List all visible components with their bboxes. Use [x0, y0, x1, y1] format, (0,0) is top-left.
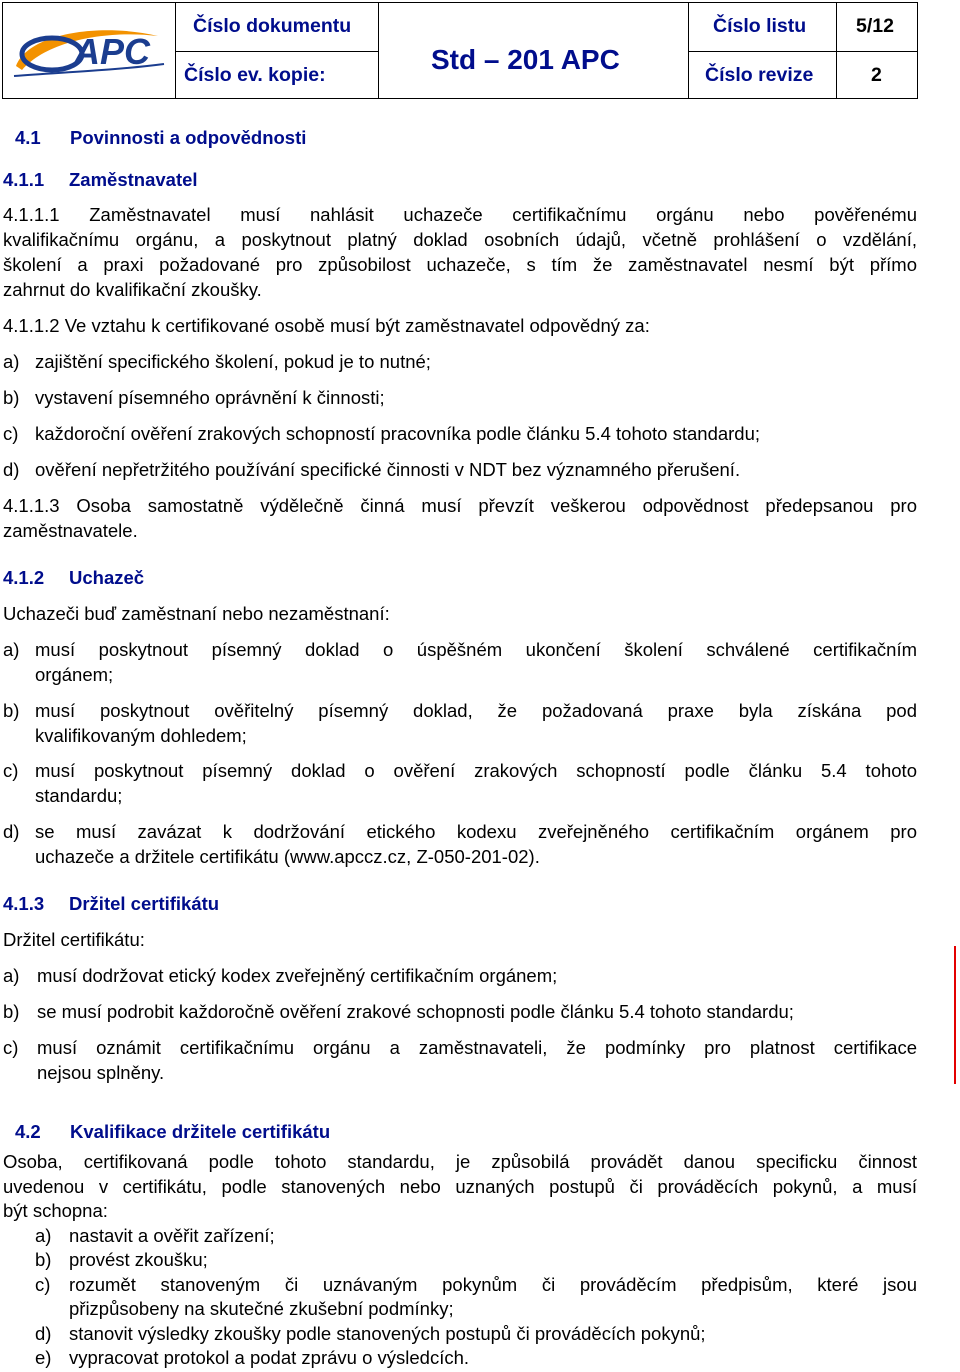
list-letter: c): [35, 1274, 51, 1295]
list-letter: b): [3, 1001, 20, 1022]
list-letter: a): [3, 639, 20, 660]
header-divider: [175, 51, 378, 52]
subsection-number: 4.1.1: [3, 169, 45, 190]
subsection-number: 4.1.2: [3, 567, 45, 588]
sheet-number-label: Číslo listu: [713, 15, 807, 37]
list-item-line: provést zkoušku;: [69, 1249, 208, 1270]
revision-label: Číslo revize: [705, 64, 814, 86]
standard-title: Std – 201 APC: [431, 44, 620, 75]
list-item-line: stanovit výsledky zkoušky podle stanovených postupů či prováděcích pokynů;: [69, 1323, 706, 1344]
section-number: 4.2: [15, 1121, 41, 1142]
copy-number-label: Číslo ev. kopie:: [184, 64, 326, 86]
list-letter: e): [35, 1347, 52, 1368]
list-item-line: musí oznámit certifikačnímu orgánu a zaměstnavateli, že podmínky pro platnost certifikace: [37, 1037, 917, 1058]
revision-value: 2: [871, 64, 882, 86]
header-divider: [378, 2, 379, 99]
logo-text: APC: [74, 31, 151, 72]
list-letter: c): [3, 1037, 19, 1058]
list-item-line: musí poskytnout písemný doklad o ověření zrakových schopností podle článku 5.4 tohoto: [35, 760, 917, 781]
header-divider: [688, 51, 918, 52]
paragraph-intro: 4.1.1.2 Ve vztahu k certifikované osobě musí být zaměstnavatel odpovědný za:: [3, 315, 650, 336]
list-item: zajištění specifického školení, pokud je to nutné;: [35, 351, 431, 372]
list-item-line: nastavit a ověřit zařízení;: [69, 1225, 275, 1246]
subsection-number: 4.1.3: [3, 893, 45, 914]
list-item: každoroční ověření zrakových schopností pracovníka podle článku 5.4 tohoto standardu;: [35, 423, 761, 444]
subsection-title: Uchazeč: [69, 567, 145, 588]
list-item-line: se musí zavázat k dodržování etického kodexu zveřejněného certifikačním orgánem pro: [35, 821, 917, 842]
apc-logo: [8, 14, 170, 86]
list-item-line: přizpůsobeny na skutečné zkušební podmínky;: [69, 1298, 454, 1319]
paragraph-line: 4.1.1.1 Zaměstnavatel musí nahlásit uchazeče certifikačnímu orgánu nebo pověřenému: [3, 204, 917, 225]
document-number-label: Číslo dokumentu: [193, 15, 352, 37]
section-title: Kvalifikace držitele certifikátu: [70, 1121, 331, 1142]
subsection-title: Držitel certifikátu: [69, 893, 220, 914]
list-item-line: rozumět stanoveným či uznávaným pokynům či prováděcím předpisům, které jsou: [69, 1274, 917, 1295]
list-letter: c): [3, 760, 19, 781]
list-letter: a): [3, 965, 20, 986]
paragraph-line: 4.1.1.3 Osoba samostatně výdělečně činná musí převzít veškerou odpovědnost předepsanou pro: [3, 495, 917, 516]
list-letter: b): [3, 387, 20, 408]
paragraph-line: uvedenou v certifikátu, podle stanovených nebo uznaných postupů či prováděcích pokynů, a musí: [3, 1176, 917, 1197]
list-item-line: nejsou splněny.: [37, 1062, 165, 1083]
list-item-line: se musí podrobit každoročně ověření zrakové schopnosti podle článku 5.4 tohoto standardu;: [37, 1001, 794, 1022]
list-letter: a): [3, 351, 20, 372]
list-item-line: musí poskytnout písemný doklad o úspěšném ukončení školení schválené certifikačním: [35, 639, 917, 660]
list-letter: a): [35, 1225, 52, 1246]
list-letter: c): [3, 423, 19, 444]
list-item-line: musí poskytnout ověřitelný písemný doklad, že požadovaná praxe byla získána pod: [35, 700, 917, 721]
revision-bar: [954, 946, 956, 1084]
paragraph-line: školení a praxi požadované pro způsobilost uchazeče, s tím že zaměstnavatel nesmí být přímo: [3, 254, 917, 275]
paragraph-line: být schopna:: [3, 1200, 108, 1221]
list-item: ověření nepřetržitého používání specifické činnosti v NDT bez významného přerušení.: [35, 459, 741, 480]
paragraph-line: kvalifikačnímu orgánu, a poskytnout platný doklad osobních údajů, včetně prohlášení o vzdělání,: [3, 229, 917, 250]
list-letter: d): [3, 459, 20, 480]
subsection-title: Zaměstnavatel: [69, 169, 198, 190]
paragraph-line: Osoba, certifikovaná podle tohoto standardu, je způsobilá provádět danou specificku činnost: [3, 1151, 917, 1172]
list-item-line: orgánem;: [35, 664, 114, 685]
list-letter: d): [35, 1323, 52, 1344]
paragraph-intro: Uchazeči buď zaměstnaní nebo nezaměstnaní:: [3, 603, 390, 624]
paragraph-line: zahrnut do kvalifikační zkoušky.: [3, 279, 262, 300]
list-item: vystavení písemného oprávnění k činnosti;: [35, 387, 385, 408]
list-letter: b): [35, 1249, 52, 1270]
list-item-line: vypracovat protokol a podat zprávu o výsledcích.: [69, 1347, 470, 1368]
section-title: Povinnosti a odpovědnosti: [70, 127, 307, 148]
list-item-line: musí dodržovat etický kodex zveřejněný certifikačním orgánem;: [37, 965, 558, 986]
list-letter: b): [3, 700, 20, 721]
sheet-number-value: 5/12: [856, 15, 894, 37]
paragraph-line: zaměstnavatele.: [3, 520, 138, 541]
paragraph-intro: Držitel certifikátu:: [3, 929, 145, 950]
list-item-line: standardu;: [35, 785, 123, 806]
section-number: 4.1: [15, 127, 41, 148]
list-item-line: uchazeče a držitele certifikátu (www.apccz.cz, Z-050-201-02).: [35, 846, 540, 867]
list-item-line: kvalifikovaným dohledem;: [35, 725, 247, 746]
list-letter: d): [3, 821, 20, 842]
